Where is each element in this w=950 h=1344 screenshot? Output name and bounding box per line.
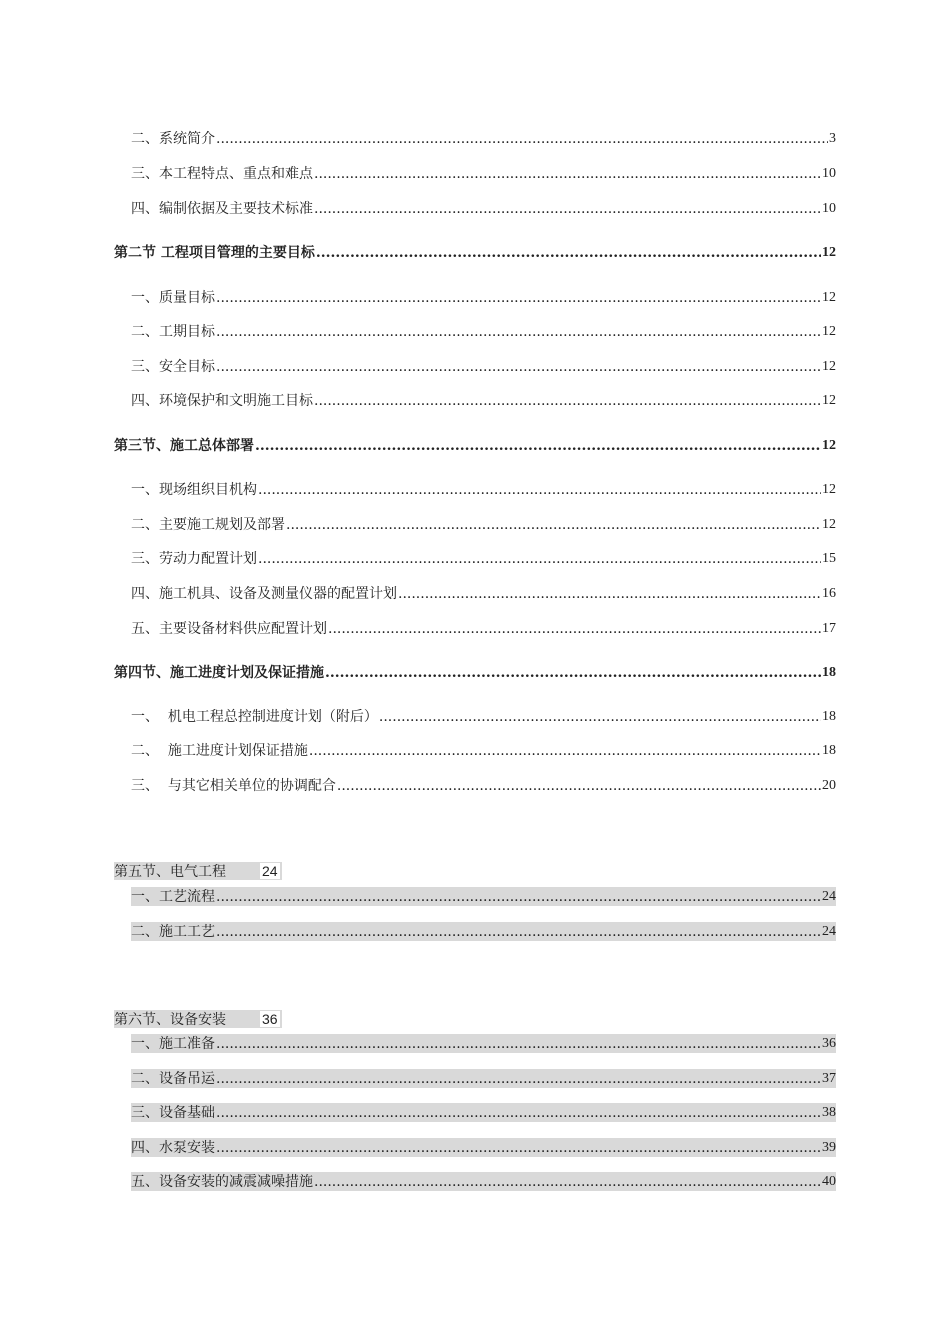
toc-entry-page: 24 bbox=[822, 889, 836, 904]
toc-entry-page: 10 bbox=[822, 201, 836, 216]
toc-entry-page: 12 bbox=[822, 324, 836, 339]
toc-entry-label: 三、安全目标 bbox=[131, 359, 215, 375]
toc-entry[interactable] bbox=[131, 616, 836, 638]
toc-entry[interactable] bbox=[131, 354, 836, 376]
toc-entry-page: 12 bbox=[822, 290, 836, 305]
toc-entry-page: 38 bbox=[822, 1105, 836, 1120]
toc-entry-page: 24 bbox=[822, 924, 836, 939]
toc-entry-page: 12 bbox=[822, 359, 836, 374]
toc-entry-page: 37 bbox=[822, 1071, 836, 1086]
toc-section[interactable] bbox=[114, 240, 836, 262]
toc-entry[interactable] bbox=[131, 1034, 836, 1053]
toc-section-page: 36 bbox=[262, 1011, 278, 1027]
toc-entry-label: 三、劳动力配置计划 bbox=[131, 551, 257, 567]
toc-section-page: 24 bbox=[262, 863, 278, 879]
toc-entry[interactable] bbox=[131, 1172, 836, 1191]
toc-entry[interactable] bbox=[131, 581, 836, 603]
toc-entry[interactable] bbox=[131, 319, 836, 341]
toc-entry[interactable] bbox=[131, 704, 836, 726]
toc-section-heading[interactable] bbox=[114, 1010, 282, 1028]
toc-entry[interactable] bbox=[131, 1138, 836, 1157]
toc-section-label: 第二节 工程项目管理的主要目标 bbox=[114, 245, 315, 261]
toc-section-label: 第五节、电气工程 bbox=[114, 864, 226, 880]
toc-entry-page: 36 bbox=[822, 1036, 836, 1051]
toc-section-page: 12 bbox=[822, 245, 836, 260]
toc-entry[interactable] bbox=[131, 1069, 836, 1088]
toc-entry-page: 10 bbox=[822, 166, 836, 181]
toc-entry[interactable] bbox=[131, 1103, 836, 1122]
toc-entry[interactable] bbox=[131, 773, 836, 795]
toc-section-page: 18 bbox=[822, 665, 836, 680]
toc-section[interactable] bbox=[114, 433, 836, 455]
toc-entry-label: 一、 机电工程总控制进度计划（附后） bbox=[131, 709, 378, 725]
toc-entry-page: 15 bbox=[822, 551, 836, 566]
toc-entry[interactable] bbox=[131, 887, 836, 906]
toc-entry-label: 三、设备基础 bbox=[131, 1105, 215, 1121]
toc-entry[interactable] bbox=[131, 512, 836, 534]
toc-entry-page: 20 bbox=[822, 778, 836, 793]
toc-entry[interactable] bbox=[131, 196, 836, 218]
toc-entry[interactable] bbox=[131, 161, 836, 183]
toc-entry-label: 三、 与其它相关单位的协调配合 bbox=[131, 778, 336, 794]
toc-entry-label: 一、质量目标 bbox=[131, 290, 215, 306]
toc-entry[interactable] bbox=[131, 738, 836, 760]
toc-entry-page: 16 bbox=[822, 586, 836, 601]
toc-entry-label: 一、施工准备 bbox=[131, 1036, 215, 1052]
toc-entry-label: 五、主要设备材料供应配置计划 bbox=[131, 621, 327, 637]
toc-entry-label: 二、设备吊运 bbox=[131, 1071, 215, 1087]
toc-entry-label: 四、编制依据及主要技术标准 bbox=[131, 201, 313, 217]
toc-entry[interactable] bbox=[131, 477, 836, 499]
toc-section-label: 第六节、设备安装 bbox=[114, 1012, 226, 1028]
toc-entry-label: 一、现场组织目机构 bbox=[131, 482, 257, 498]
toc-entry-page: 12 bbox=[822, 517, 836, 532]
toc-entry[interactable] bbox=[131, 126, 836, 148]
toc-entry-page: 17 bbox=[822, 621, 836, 636]
toc-entry[interactable] bbox=[131, 285, 836, 307]
toc-section[interactable] bbox=[114, 660, 836, 682]
toc-entry-label: 二、系统简介 bbox=[131, 131, 215, 147]
toc-entry-page: 39 bbox=[822, 1140, 836, 1155]
toc-entry-label: 五、设备安装的减震减噪措施 bbox=[131, 1174, 313, 1190]
toc-section-label: 第四节、施工进度计划及保证措施 bbox=[114, 665, 324, 681]
toc-section-label: 第三节、施工总体部署 bbox=[114, 438, 254, 454]
toc-entry-label: 四、水泵安装 bbox=[131, 1140, 215, 1156]
toc-entry-page: 3 bbox=[829, 131, 836, 146]
toc-section-page: 12 bbox=[822, 438, 836, 453]
toc-entry-label: 四、施工机具、设备及测量仪器的配置计划 bbox=[131, 586, 397, 602]
toc-entry[interactable] bbox=[131, 922, 836, 941]
toc-entry[interactable] bbox=[131, 388, 836, 410]
toc-entry-label: 三、本工程特点、重点和难点 bbox=[131, 166, 313, 182]
toc-entry-page: 12 bbox=[822, 393, 836, 408]
toc-section-heading[interactable] bbox=[114, 862, 282, 880]
toc-entry-page: 18 bbox=[822, 709, 836, 724]
toc-entry-page: 40 bbox=[822, 1174, 836, 1189]
toc-entry-label: 二、工期目标 bbox=[131, 324, 215, 340]
toc-entry-label: 二、主要施工规划及部署 bbox=[131, 517, 285, 533]
toc-entry-label: 四、环境保护和文明施工目标 bbox=[131, 393, 313, 409]
toc-entry-label: 二、施工工艺 bbox=[131, 924, 215, 940]
toc-entry-label: 一、工艺流程 bbox=[131, 889, 215, 905]
toc-entry[interactable] bbox=[131, 546, 836, 568]
toc-entry-page: 12 bbox=[822, 482, 836, 497]
toc-entry-label: 二、 施工进度计划保证措施 bbox=[131, 743, 308, 759]
toc-entry-page: 18 bbox=[822, 743, 836, 758]
